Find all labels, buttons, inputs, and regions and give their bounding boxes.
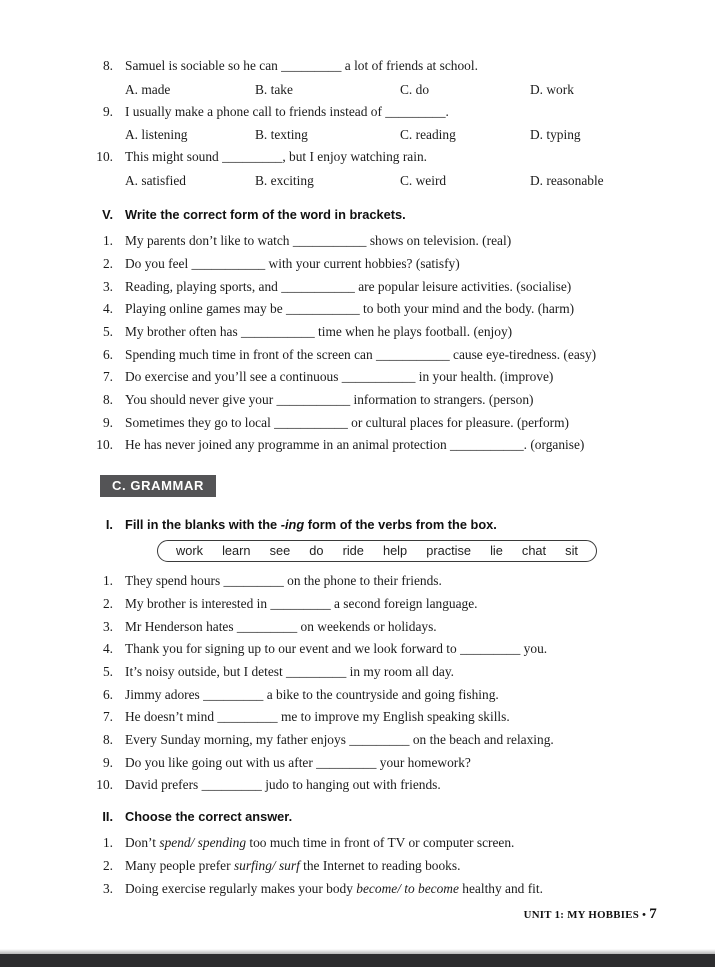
exercise-item xyxy=(95,344,670,367)
item-number: 8. xyxy=(102,732,113,748)
section-title: Write the correct form of the word in brackets. xyxy=(125,207,406,223)
section-number: II. xyxy=(102,809,113,825)
exercise-item xyxy=(95,230,670,253)
item-number: 3. xyxy=(102,880,113,896)
options-row xyxy=(125,169,670,192)
option-d: D. work xyxy=(530,81,574,97)
option-d: D. typing xyxy=(530,127,581,143)
word: learn xyxy=(222,543,251,559)
question-number: 10. xyxy=(96,149,113,165)
grammar-section-ii xyxy=(95,806,670,900)
item-text: My brother is interested in _________ a second foreign language. xyxy=(125,595,478,611)
exercise-item xyxy=(95,729,670,752)
option-c: C. reading xyxy=(400,127,456,143)
item-number: 2. xyxy=(102,857,113,873)
item-number: 3. xyxy=(102,278,113,294)
item-text: Do exercise and you’ll see a continuous ___________ in your health. (improve) xyxy=(125,369,554,385)
question-number: 8. xyxy=(102,58,113,73)
footer-unit-label: UNIT 1: MY HOBBIES xyxy=(523,909,640,921)
exercise-item xyxy=(95,253,670,276)
exercise-item xyxy=(95,412,670,435)
option-b: B. take xyxy=(255,81,293,97)
page-number: 7 xyxy=(649,906,657,922)
item-number: 8. xyxy=(102,392,113,408)
exercise-item xyxy=(95,616,670,639)
question-number: 9. xyxy=(102,103,113,119)
exercise-item xyxy=(95,752,670,775)
item-text: Do you like going out with us after _________ your homework? xyxy=(125,754,471,770)
choice-pair: become/ to become xyxy=(356,880,459,896)
option-c: C. do xyxy=(400,81,430,97)
section-ii-header xyxy=(95,806,670,828)
item-text: Don’t spend/ spending too much time in front of TV or computer screen. xyxy=(125,835,515,851)
item-text: Reading, playing sports, and ___________ are popular leisure activities. (socialise) xyxy=(125,278,572,294)
exercise-item xyxy=(95,593,670,616)
item-number: 5. xyxy=(102,663,113,679)
question-text: Samuel is sociable so he can _________ a lot of friends at school. xyxy=(125,58,478,73)
section-i-items xyxy=(95,570,670,797)
item-text: Sometimes they go to local ___________ or cultural places for pleasure. (perform) xyxy=(125,414,569,430)
item-text: Jimmy adores _________ a bike to the countryside and going fishing. xyxy=(125,686,499,702)
section-ii-items xyxy=(95,832,670,900)
grammar-section-i xyxy=(95,514,670,797)
question xyxy=(95,146,670,169)
exercise-item xyxy=(95,706,670,729)
section-v-header xyxy=(95,204,670,226)
option-a: A. satisfied xyxy=(125,173,186,189)
item-number: 6. xyxy=(102,346,113,362)
exercise-item xyxy=(95,855,670,878)
item-number: 10. xyxy=(96,437,113,453)
section-title: Choose the correct answer. xyxy=(125,809,293,825)
item-number: 9. xyxy=(102,754,113,770)
item-number: 4. xyxy=(102,641,113,657)
item-text: David prefers _________ judo to hanging out with friends. xyxy=(125,777,441,793)
exercise-item xyxy=(95,878,670,901)
item-number: 1. xyxy=(102,835,113,851)
item-text: Every Sunday morning, my father enjoys _________ on the beach and relaxing. xyxy=(125,732,554,748)
option-a: A. listening xyxy=(125,127,188,143)
grammar-badge-row xyxy=(100,475,670,497)
option-c: C. weird xyxy=(400,173,447,189)
word: chat xyxy=(521,543,547,559)
word: sit xyxy=(565,543,578,559)
exercise-item xyxy=(95,389,670,412)
section-i-header xyxy=(95,514,670,536)
exercise-item xyxy=(95,276,670,299)
item-number: 4. xyxy=(102,301,113,317)
word: help xyxy=(382,543,408,559)
item-number: 10. xyxy=(96,777,113,793)
exercise-item xyxy=(95,832,670,855)
option-a: A. made xyxy=(125,81,171,97)
exercise-item xyxy=(95,684,670,707)
item-text: Doing exercise regularly makes your body become/ to become healthy and fit. xyxy=(125,880,543,896)
item-text: He doesn’t mind _________ me to improve my English speaking skills. xyxy=(125,709,510,725)
item-text: You should never give your ___________ information to strangers. (person) xyxy=(125,392,534,408)
item-number: 9. xyxy=(102,414,113,430)
word: work xyxy=(176,543,204,559)
exercise-item xyxy=(95,434,670,457)
item-number: 7. xyxy=(102,709,113,725)
question xyxy=(95,101,670,124)
multiple-choice-section xyxy=(95,55,670,192)
item-text: My parents don’t like to watch ___________ shows on television. (real) xyxy=(125,233,512,249)
item-text: Mr Henderson hates _________ on weekends or holidays. xyxy=(125,618,437,634)
item-number: 6. xyxy=(102,686,113,702)
section-number: I. xyxy=(105,517,113,533)
verb-word-box xyxy=(157,540,597,562)
option-d: D. reasonable xyxy=(530,173,604,189)
question xyxy=(95,55,670,78)
item-number: 5. xyxy=(102,323,113,339)
item-text: Many people prefer surfing/ surf the Internet to reading books. xyxy=(125,857,461,873)
word: ride xyxy=(342,543,364,559)
word: lie xyxy=(490,543,503,559)
question-text: I usually make a phone call to friends instead of _________. xyxy=(125,103,449,119)
choice-pair: surfing/ surf xyxy=(233,857,300,873)
section-v-items xyxy=(95,230,670,457)
ing-italic: -ing xyxy=(280,517,305,533)
question-text: This might sound _________, but I enjoy watching rain. xyxy=(125,149,428,165)
item-text: They spend hours _________ on the phone to their friends. xyxy=(125,573,442,589)
exercise-item xyxy=(95,661,670,684)
choice-pair: spend/ spending xyxy=(159,835,247,851)
exercise-item xyxy=(95,774,670,797)
word: do xyxy=(309,543,324,559)
item-number: 1. xyxy=(102,573,113,589)
section-number: V. xyxy=(102,207,113,223)
exercise-item xyxy=(95,570,670,593)
option-b: B. texting xyxy=(255,127,308,143)
grammar-section-badge: C. GRAMMAR xyxy=(100,475,216,497)
item-text: Playing online games may be ___________ to both your mind and the body. (harm) xyxy=(125,301,575,317)
footer-separator: • xyxy=(639,909,650,921)
section-title: Fill in the blanks with the -ing form of the verbs from the box. xyxy=(125,517,497,533)
page-edge-bar xyxy=(0,954,715,967)
item-text: He has never joined any programme in an animal protection ___________. (organise) xyxy=(125,437,585,453)
word: practise xyxy=(426,543,472,559)
exercise-item xyxy=(95,366,670,389)
option-b: B. exciting xyxy=(255,173,314,189)
item-text: Do you feel ___________ with your current hobbies? (satisfy) xyxy=(125,255,460,271)
item-text: It’s noisy outside, but I detest _________ in my room all day. xyxy=(125,663,455,679)
item-text: Thank you for signing up to our event and we look forward to _________ you. xyxy=(125,641,548,657)
exercise-item xyxy=(95,321,670,344)
options-row xyxy=(125,123,670,146)
page-footer xyxy=(524,906,657,923)
page-content xyxy=(95,55,670,900)
item-number: 7. xyxy=(102,369,113,385)
exercise-item xyxy=(95,638,670,661)
word: see xyxy=(269,543,291,559)
item-number: 1. xyxy=(102,233,113,249)
item-number: 2. xyxy=(102,255,113,271)
section-v xyxy=(95,204,670,457)
item-text: Spending much time in front of the screen can ___________ cause eye-tiredness. (easy) xyxy=(125,346,597,362)
item-text: My brother often has ___________ time when he plays football. (enjoy) xyxy=(125,323,513,339)
item-number: 3. xyxy=(102,618,113,634)
exercise-item xyxy=(95,298,670,321)
options-row xyxy=(125,78,670,101)
item-number: 2. xyxy=(102,595,113,611)
